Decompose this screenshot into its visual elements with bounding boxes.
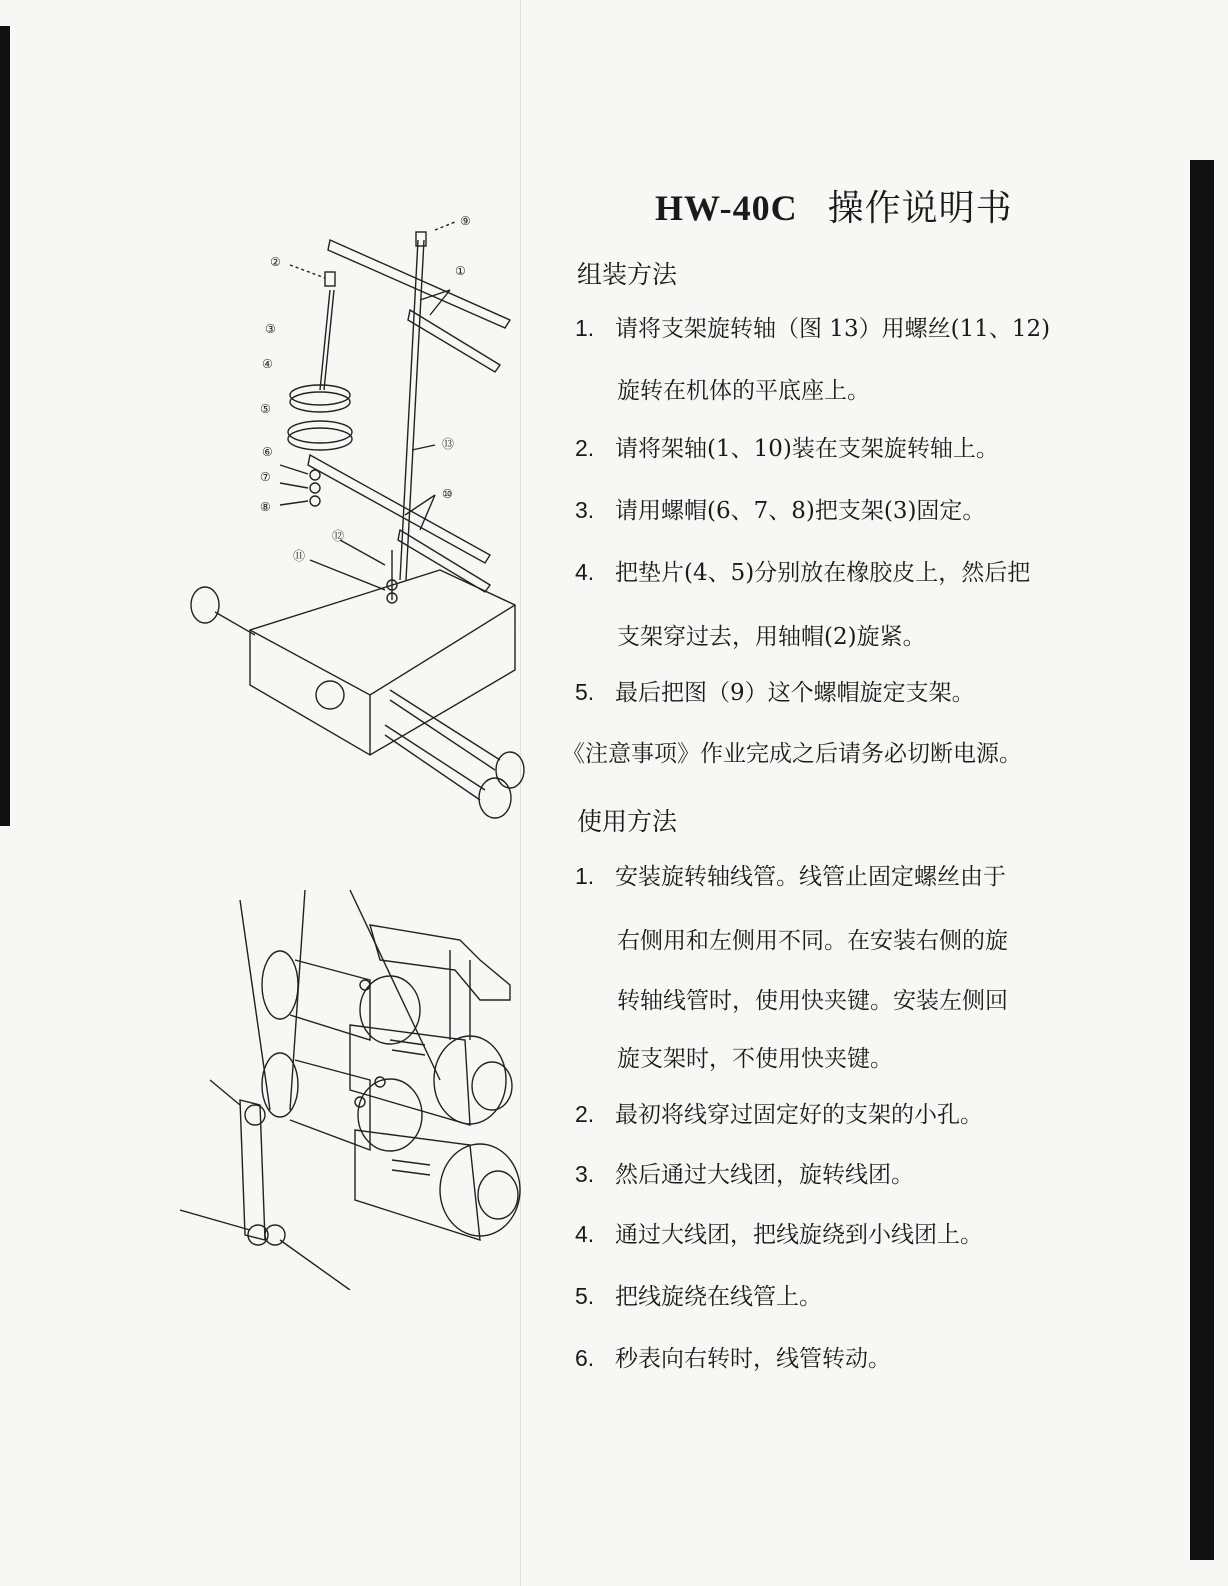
callout-5: ⑤: [260, 402, 271, 416]
scan-edge-right: [1190, 160, 1214, 1560]
assembly-step-4: 4. 把垫片(4、5)分别放在橡胶皮上，然后把: [575, 559, 1031, 586]
usage-step-6: 6. 秒表向右转时，线管转动。: [575, 1345, 891, 1372]
usage-step-3: 3. 然后通过大线团，旋转线团。: [575, 1161, 914, 1188]
callout-7: ⑦: [260, 470, 271, 484]
assembly-heading: 组装方法: [577, 260, 678, 289]
manual-title: 操作说明书: [827, 188, 1013, 229]
scan-edge-left: [0, 26, 10, 826]
callout-9: ⑨: [460, 214, 471, 228]
usage-heading: 使用方法: [577, 807, 678, 836]
usage-step-1-line-3: 转轴线管时，使用快夹键。安装左侧回: [617, 988, 1008, 1014]
callout-1: ①: [455, 264, 466, 278]
usage-step-2: 2. 最初将线穿过固定好的支架的小孔。: [575, 1101, 983, 1128]
callout-2: ②: [270, 255, 281, 269]
assembly-step-3: 3. 请用螺帽(6、7、8)把支架(3)固定。: [575, 497, 986, 524]
callout-11: ⑪: [293, 549, 306, 563]
usage-step-1: 1. 安装旋转轴线管。线管止固定螺丝由于: [575, 863, 1006, 890]
assembly-exploded-diagram: [180, 200, 560, 840]
safety-note: 《注意事项》作业完成之后请务必切断电源。: [562, 741, 1022, 767]
callout-4: ④: [262, 357, 273, 371]
assembly-step-1: 1. 请将支架旋转轴（图 13）用螺丝(11、12): [575, 315, 1051, 342]
callout-12: ⑫: [332, 529, 345, 543]
usage-step-5: 5. 把线旋绕在线管上。: [575, 1283, 822, 1310]
callout-13: ⑬: [442, 437, 455, 451]
callout-6: ⑥: [262, 445, 273, 459]
assembly-step-4-cont: 支架穿过去，用轴帽(2)旋紧。: [617, 624, 926, 650]
model-number: HW-40C: [655, 188, 798, 228]
assembly-step-1-cont: 旋转在机体的平底座上。: [617, 378, 870, 404]
usage-step-4: 4. 通过大线团，把线旋绕到小线团上。: [575, 1221, 983, 1248]
page-title: [655, 180, 1013, 231]
callout-10: ⑩: [442, 487, 453, 501]
callout-8: ⑧: [260, 500, 271, 514]
assembly-step-2: 2. 请将架轴(1、10)装在支架旋转轴上。: [575, 435, 999, 462]
usage-step-1-line-2: 右侧用和左侧用不同。在安装右侧的旋: [617, 928, 1008, 954]
callout-3: ③: [265, 322, 276, 336]
usage-step-1-line-4: 旋支架时，不使用快夹键。: [617, 1046, 893, 1072]
assembly-step-5: 5. 最后把图（9）这个螺帽旋定支架。: [575, 679, 975, 706]
spool-winding-diagram: [180, 890, 540, 1290]
